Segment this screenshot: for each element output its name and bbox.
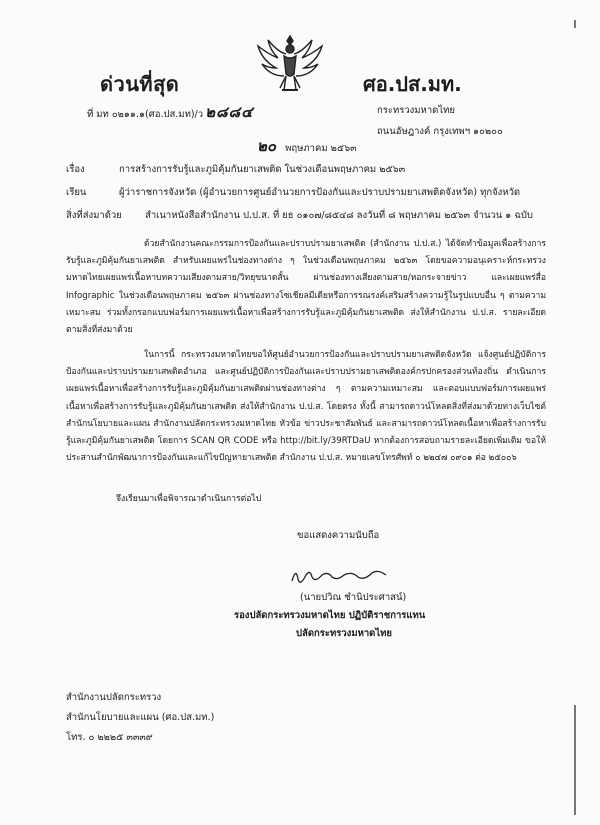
enclosure-label: สิ่งที่ส่งมาด้วย: [66, 210, 122, 221]
enclosure-row: [66, 208, 533, 223]
reference-handwritten-number: ๒๘๘๔: [205, 103, 254, 121]
agency-abbreviation: ศอ.ปส.มท.: [363, 72, 462, 96]
scan-edge-mark: [574, 705, 576, 815]
subject-row: [66, 162, 405, 177]
to-row: [66, 185, 520, 200]
ministry-name: กระทรวงมหาดไทย: [377, 105, 455, 116]
garuda-emblem-icon: [250, 30, 330, 100]
scan-edge-mark: [574, 20, 576, 28]
subject-label: เรื่อง: [66, 164, 85, 175]
signer-position-2: ปลัดกระทรวงมหาดไทย: [296, 628, 392, 639]
reference-prefix: ที่ มท ๐๒๑๑.๑(ศอ.ปส.มท)/ว: [87, 109, 204, 120]
footer-office: สำนักงานปลัดกระทรวง: [66, 692, 162, 703]
body-paragraph-3: จึงเรียนมาเพื่อพิจารณาดำเนินการต่อไป: [116, 494, 262, 504]
street-address: ถนนอัษฎางค์ กรุงเทพฯ ๑๐๒๐๐: [377, 126, 503, 137]
letter-date: [257, 134, 357, 158]
footer-contact: [66, 688, 214, 748]
to-label: เรียน: [66, 187, 87, 198]
urgency-label: ด่วนที่สุด: [100, 72, 180, 96]
signer-position: รองปลัดกระทรวงมหาดไทย ปฏิบัติราชการแทน: [234, 610, 426, 621]
body-paragraph-2: ในการนี้ กระทรวงมหาดไทยขอให้ศูนย์อำนวยการป้องกันและปราบปรามยาเสพติดจังหวัด แจ้งศูนย์ปฏิบัติการป้องกันและปราบปรามยาเสพติดอำเภอ และศูนย์ปฏิบัติการป้องกันและปราบปรามยาเสพติดองค์กรปกครองส่วนท้องถิ่น ดำเนินการเผยแพร่เนื้อหาเพื่อสร้างการรับรู้และภูมิคุ้มกันยาเสพติดผ่านช่องทางต่าง ๆ ตามความเหมาะสม และตอบแบบฟอร์มการเผยแพร่เนื้อหาเพื่อสร้างการรับรู้และภูมิคุ้มกันยาเสพติด ส่งให้สำนักงาน ป.ป.ส. โดยตรง ทั้งนี้ สามารถดาวน์โหลดสิ่งที่ส่งมาด้วยทางเว็บไซต์สำนักนโยบายและแผน สำนักงานปลัดกระทรวงมหาดไทย หัวข้อ ข่าวประชาสัมพันธ์ และสามารถดาวน์โหลดเนื้อหาเพื่อสร้างการรับรู้และภูมิคุ้มกันยาเสพติด โดยการ SCAN QR CODE หรือ http://bit.ly/39RTDaU หากต้องการสอบถามรายละเอียดเพิ่มเติม ขอให้ประสานสำนักพัฒนาการป้องกันและแก้ไขปัญหายาเสพติด สำนักงาน ป.ป.ส. หมายเลขโทรศัพท์ ๐ ๒๒๔๗ ๐๙๐๑ ต่อ ๒๕๐๐๖: [66, 350, 546, 464]
date-month-year: พฤษภาคม ๒๕๖๓: [285, 143, 357, 154]
body-paragraph-1: ด้วยสำนักงานคณะกรรมการป้องกันและปราบปรามยาเสพติด (สำนักงาน ป.ป.ส.) ได้จัดทำข้อมูลเพื่อสร้างการรับรู้และภูมิคุ้มกันยาเสพติด สำหรับเผยแพร่ในช่องทางต่าง ๆ ในช่วงเดือนพฤษภาคม ๒๕๖๓ โดยขอความอนุเคราะห์กระทรวงมหาดไทยเผยแพร่เนื้อหาบทความเสียงตามสาย/วิทยุขนาดสั้น ผ่านช่องทางเสียงตามสาย/หอกระจายข่าว และเผยแพร่สื่อ Infographic ในช่วงเดือนพฤษภาคม ๒๕๖๓ ผ่านช่องทางโซเชียลมีเดียหรือการรณรงค์เสริมสร้างความรู้ในรูปแบบอื่น ๆ ตามความเหมาะสม ร่วมทั้งกรอกแบบฟอร์มการเผยแพร่เนื้อหาเพื่อสร้างการรับรู้และภูมิคุ้มกันยาเสพติด ส่งให้สำนักงาน ป.ป.ส. รายละเอียดตามสิ่งที่ส่งมาด้วย: [66, 239, 546, 336]
closing-phrase: ขอแสดงความนับถือ: [297, 530, 380, 541]
date-day: ๒๐: [257, 137, 277, 155]
subject-text: การสร้างการรับรู้และภูมิคุ้มกันยาเสพติด ในช่วงเดือนพฤษภาคม ๒๕๖๓: [119, 164, 406, 175]
signer-name: (นายปวิณ ชำนิประศาสน์): [300, 592, 407, 603]
reference-number: [87, 100, 253, 124]
footer-division: สำนักนโยบายและแผน (ศอ.ปส.มท.): [66, 712, 215, 723]
footer-phone: โทร. ๐ ๒๒๒๕ ๓๓๓๙: [66, 732, 153, 743]
sender-address: [377, 100, 503, 142]
to-text: ผู้ว่าราชการจังหวัด (ผู้อำนวยการศูนย์อำนวยการป้องกันและปราบปรามยาเสพติดจังหวัด) ทุกจังหวัด: [119, 187, 521, 198]
handwritten-signature-icon: [288, 561, 398, 587]
enclosure-text: สำเนาหนังสือสำนักงาน ป.ป.ส. ที่ ยธ ๐๑๐๗/๘๕๔๘ ลงวันที่ ๘ พฤษภาคม ๒๕๖๓ จำนวน ๑ ฉบับ: [145, 210, 533, 221]
